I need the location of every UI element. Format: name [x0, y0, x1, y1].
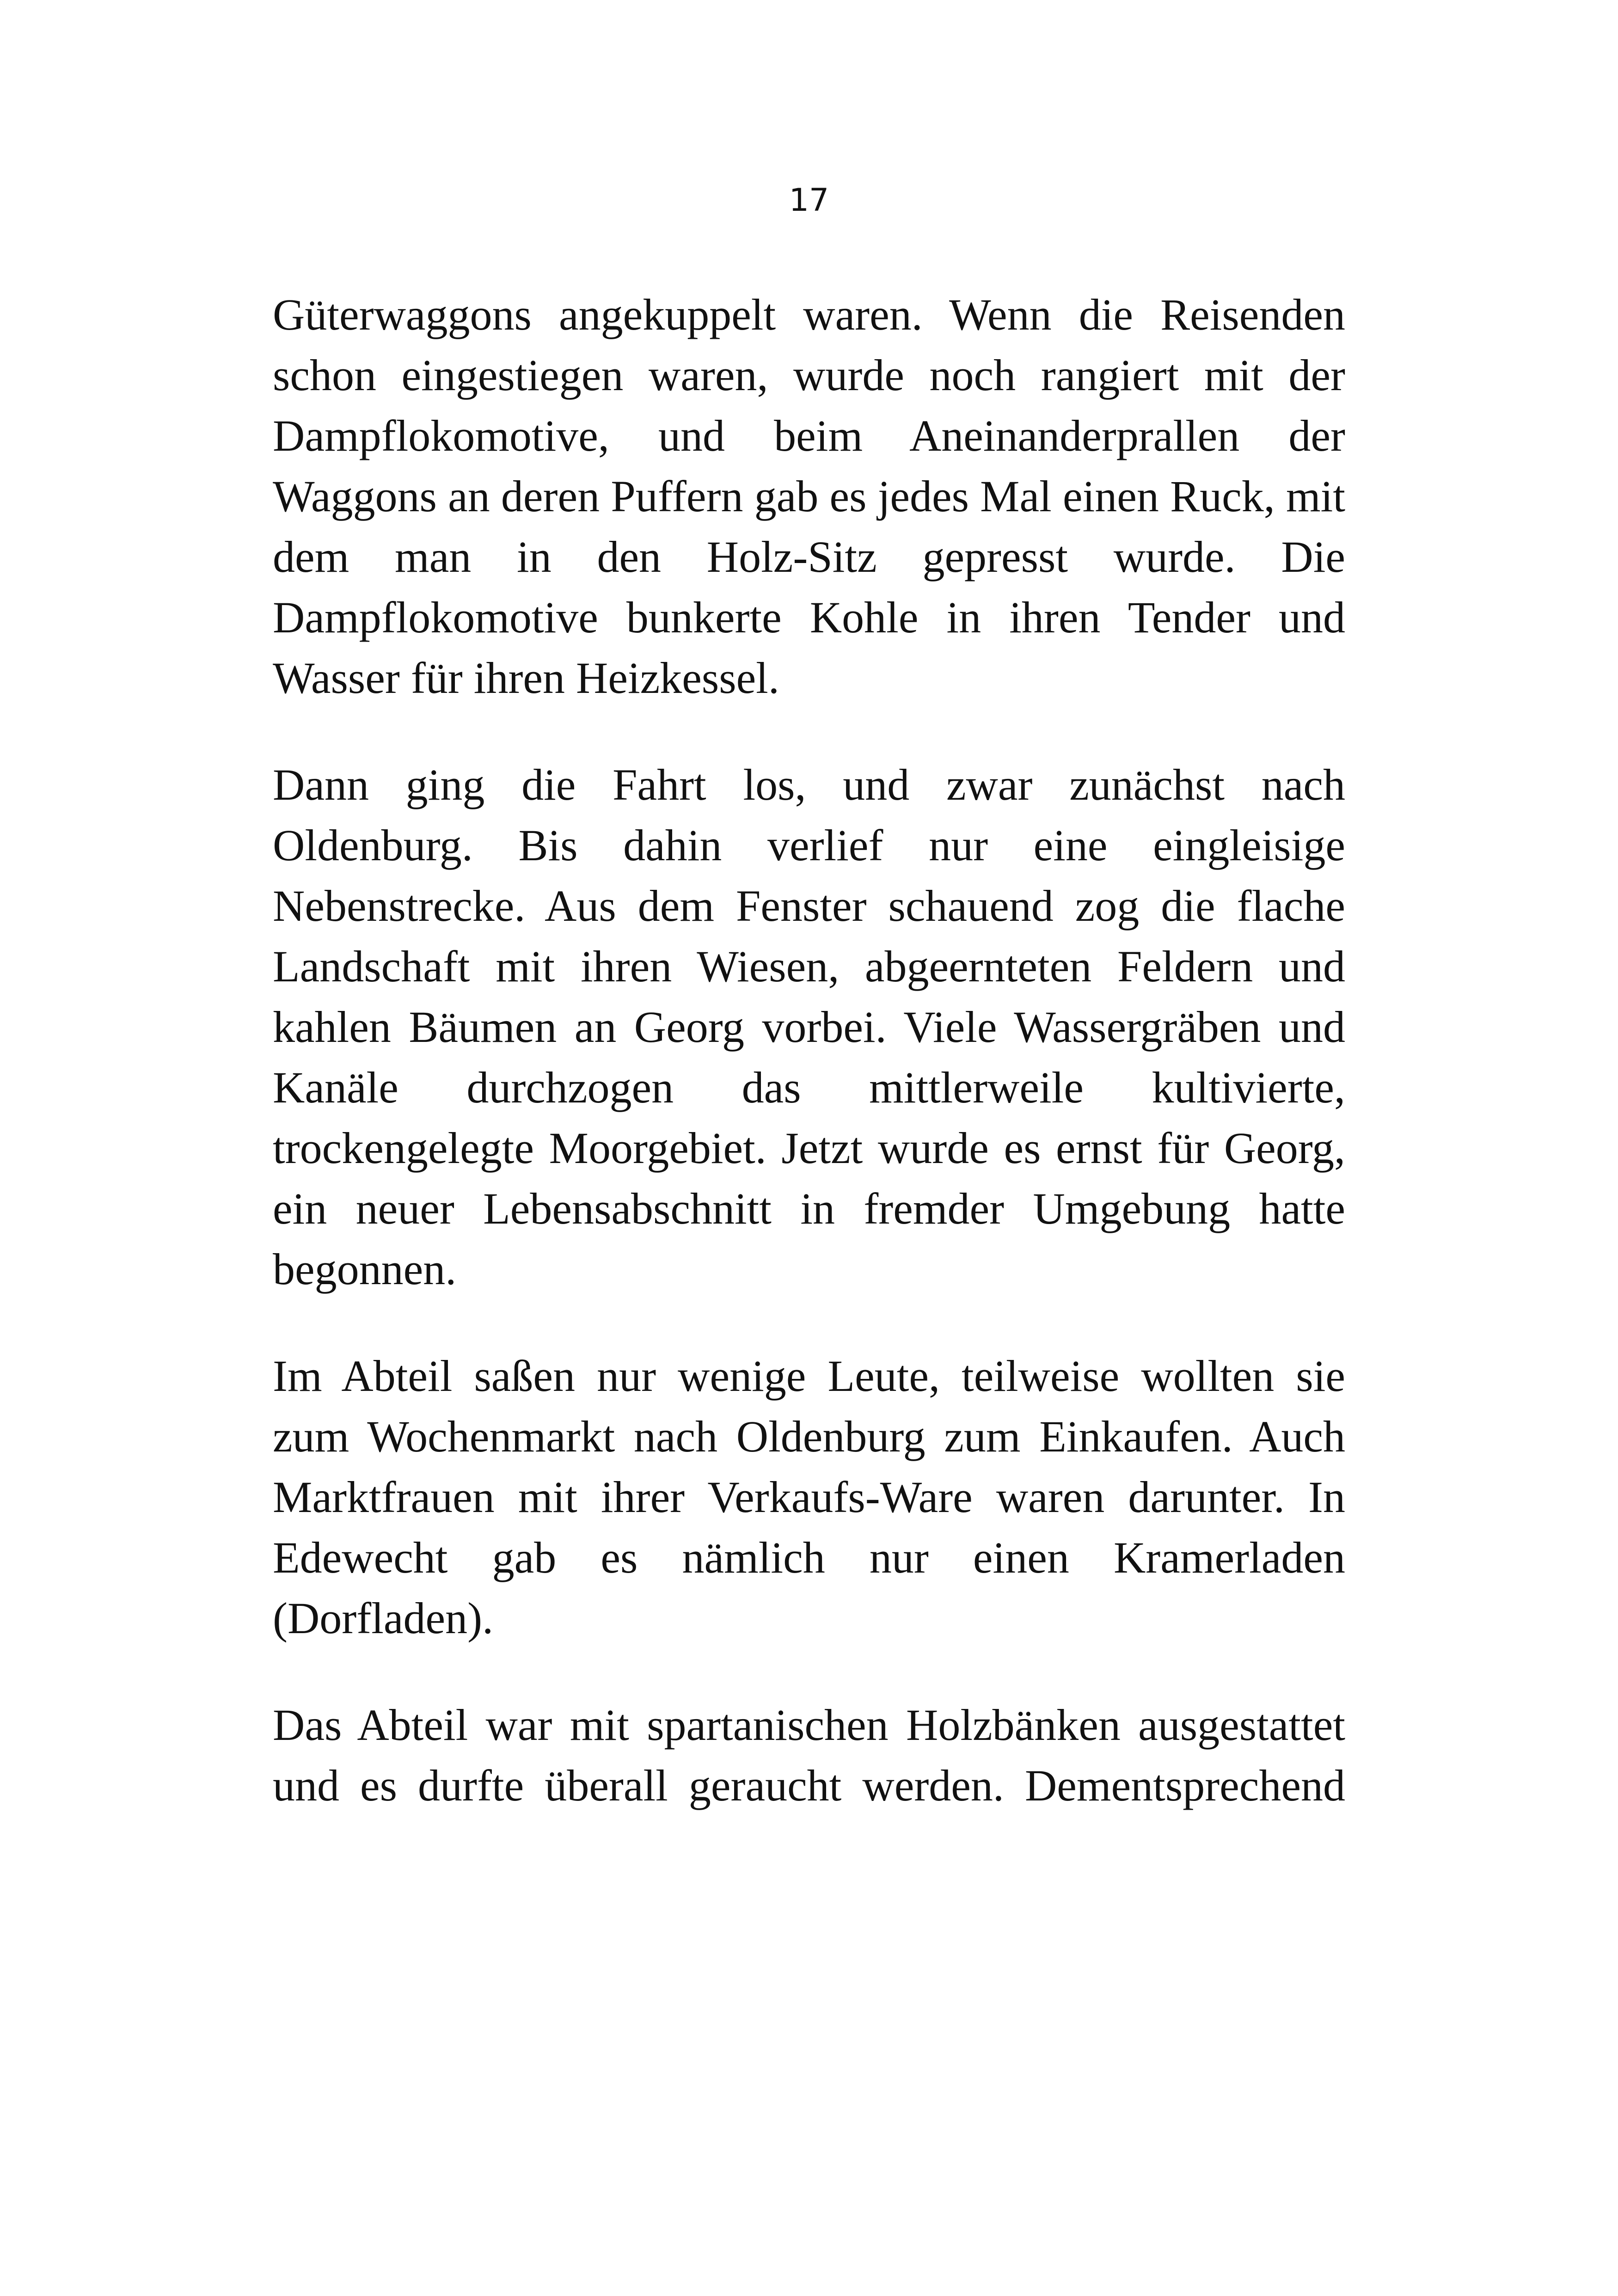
page-number: 17	[789, 182, 829, 219]
paragraph-2: Dann ging die Fahrt los, und zwar zunächst nach Oldenburg. Bis dahin verlief nur eine eingleisige Nebenstrecke. Aus dem Fenster schauend zog die flache Landschaft mit ihren Wiesen, abgeernteten Feldern und kahlen Bäumen an Georg vorbei. Viele Wassergräben und Kanäle durchzogen das mittlerweile kultivierte, trockengelegte Moorgebiet. Jetzt wurde es ernst für Georg, ein neuer Lebensabschnitt in fremder Umgebung hatte begonnen.	[273, 760, 1345, 1294]
paragraph-4: Das Abteil war mit spartanischen Holzbänken ausgestattet und es durfte überall geraucht werden. Dementsprechend	[273, 1700, 1345, 1810]
paragraph-1: Güterwaggons angekuppelt waren. Wenn die Reisenden schon eingestiegen waren, wurde noch rangiert mit der Dampflokomotive, und beim Aneinanderprallen der Waggons an deren Puffern gab es jedes Mal einen Ruck, mit dem man in den Holz-Sitz gepresst wurde. Die Dampflokomotive bunkerte Kohle in ihren Tender und Wasser für ihren Heizkessel.	[273, 290, 1345, 703]
body-text	[273, 284, 1345, 1816]
paragraph-3: Im Abteil saßen nur wenige Leute, teilweise wollten sie zum Wochenmarkt nach Oldenburg zum Einkaufen. Auch Marktfrauen mit ihrer Verkaufs-Ware waren darunter. In Edewecht gab es nämlich nur einen Kramerladen (Dorfladen).	[273, 1351, 1345, 1643]
